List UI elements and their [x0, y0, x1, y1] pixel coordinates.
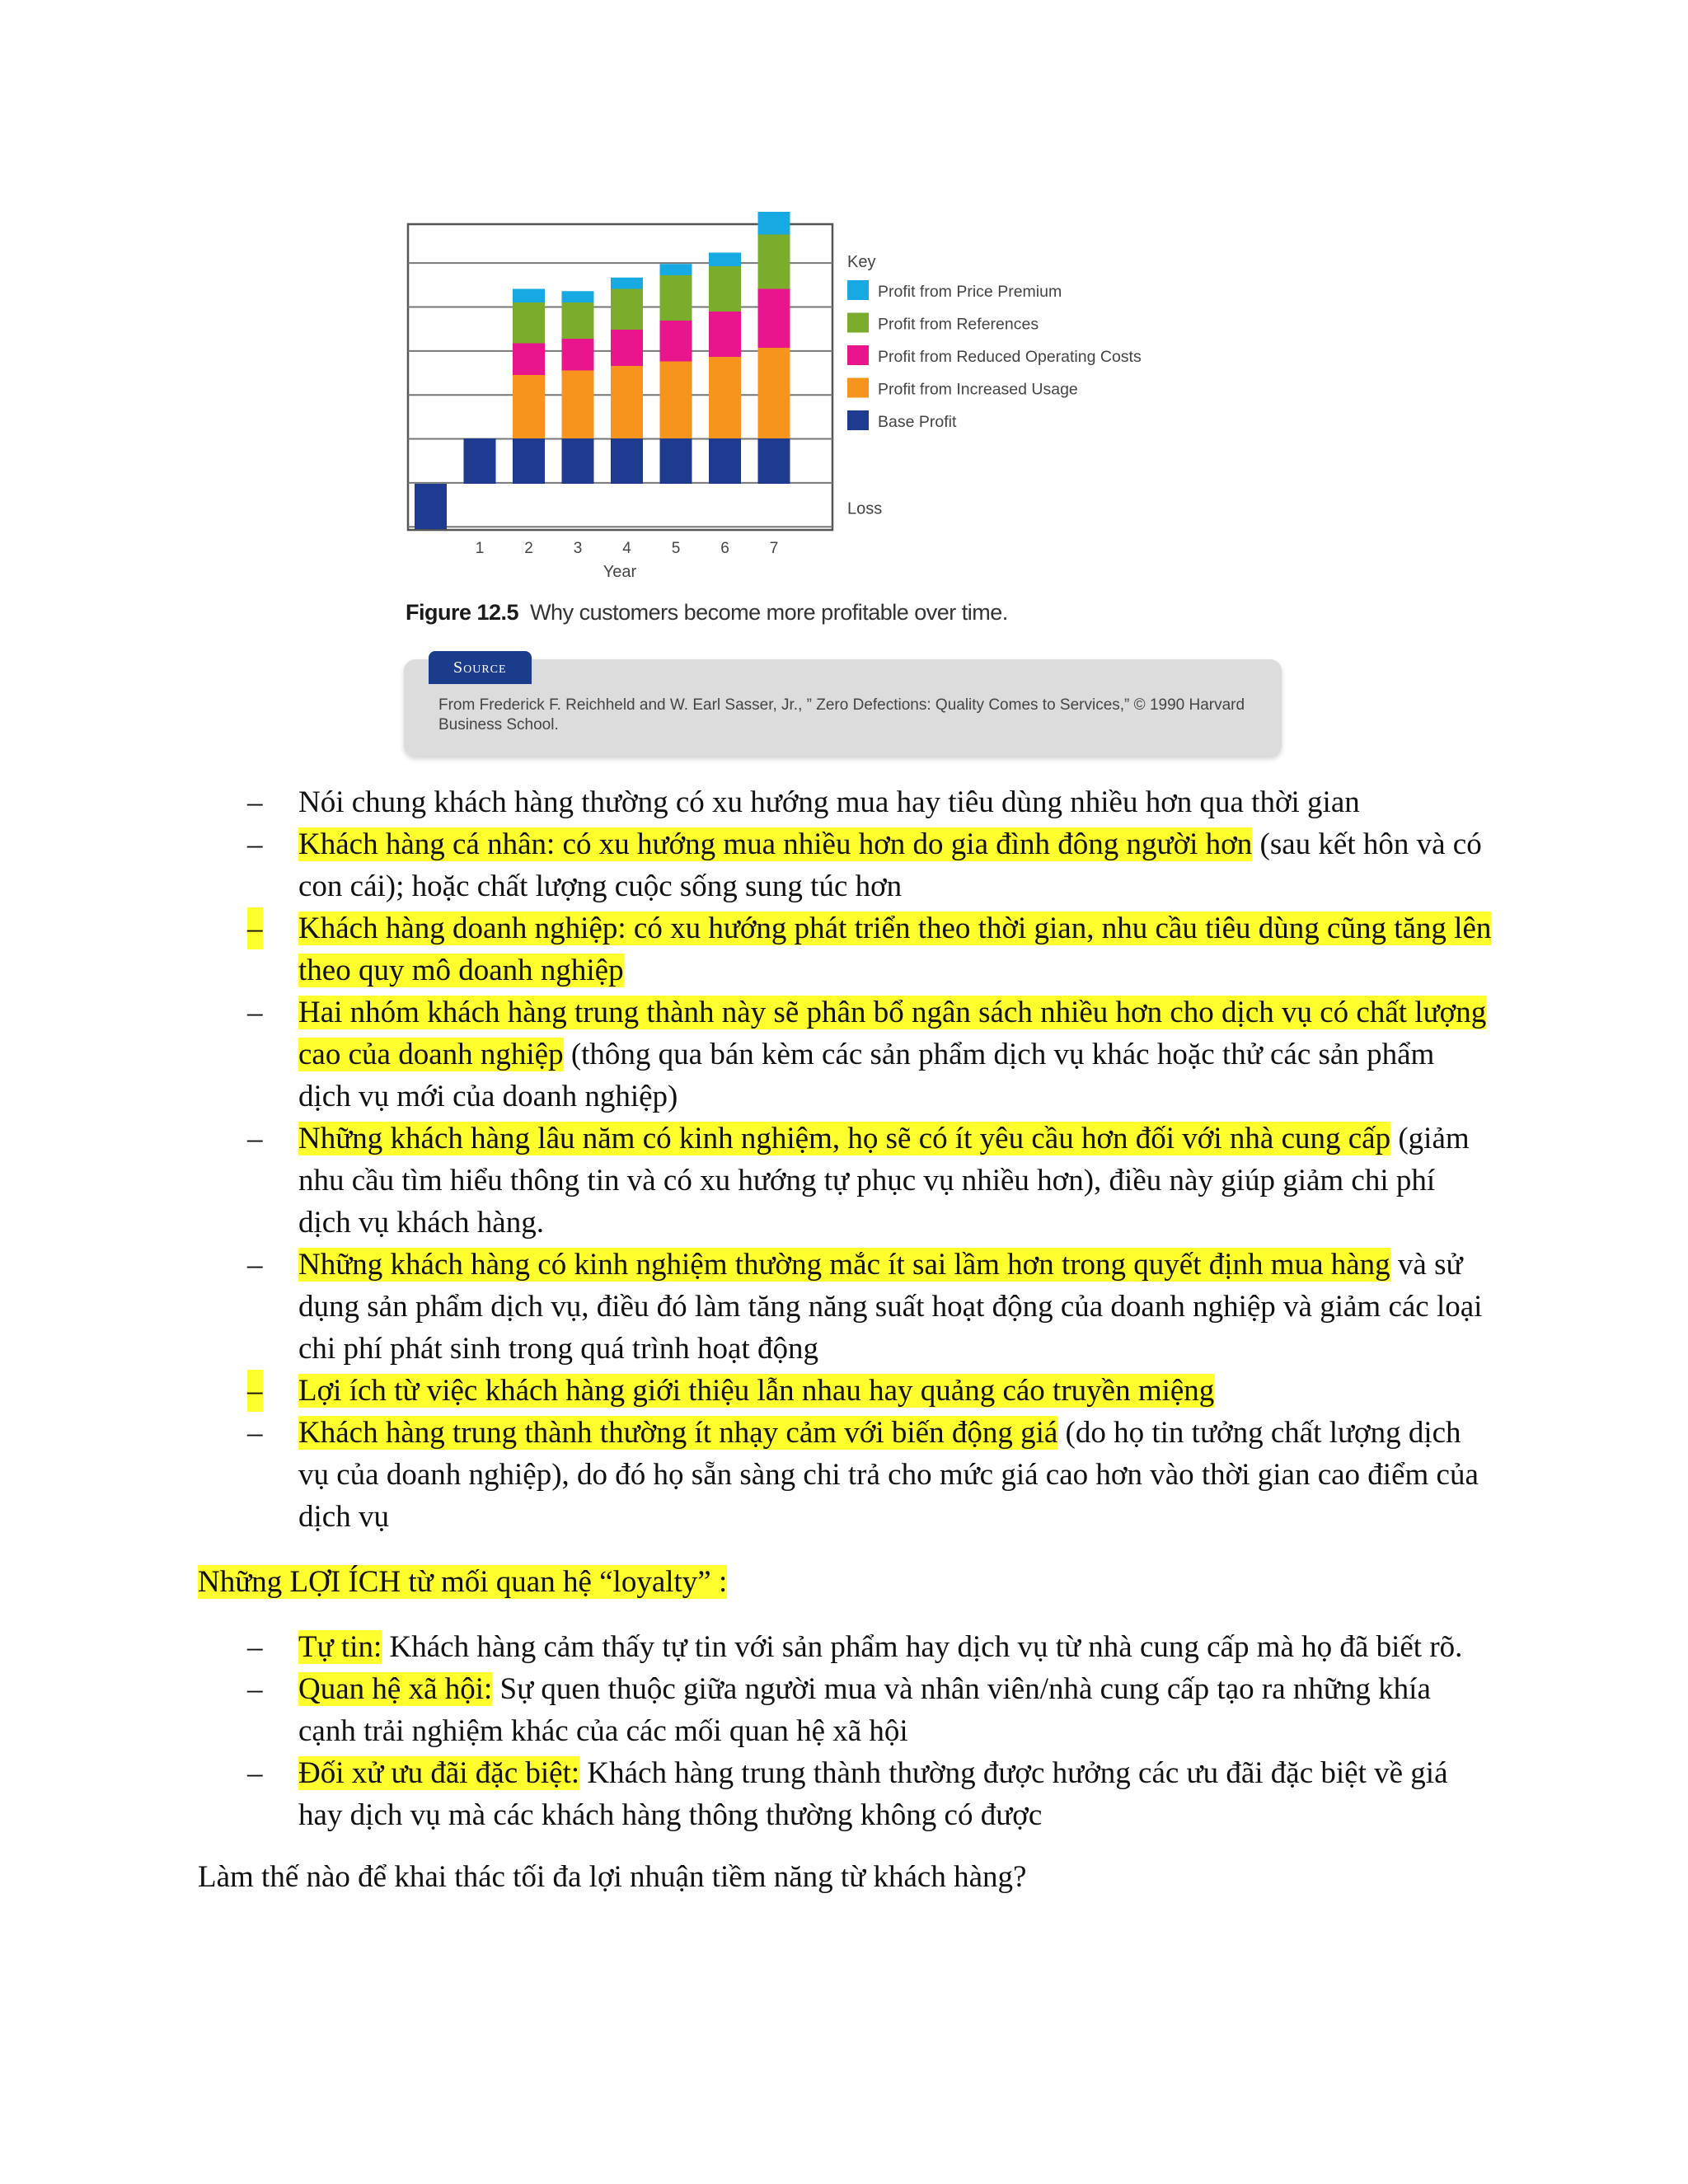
list-item: [198, 1244, 1492, 1370]
legend-entry: Base Profit: [878, 413, 957, 431]
highlighted-text: Những khách hàng lâu năm có kinh nghiệm, họ sẽ có ít yêu cầu hơn đối với nhà cung cấp: [298, 1122, 1391, 1155]
list-item: [198, 1752, 1492, 1836]
legend-swatch: [847, 378, 869, 398]
bar-segment: [709, 312, 741, 357]
dash-bullet: –: [247, 1630, 263, 1664]
item-text: và sử dụng sản phẩm dịch vụ, điều đó làm tăng năng suất hoạt động của doanh nghiệp và giảm các loại chi phí phát sinh trong quá trình hoạt động: [298, 1248, 1483, 1366]
legend-swatch: [847, 345, 869, 365]
bar-segment: [562, 302, 594, 339]
highlighted-text: Khách hàng cá nhân: có xu hướng mua nhiều hơn do gia đình đông người hơn: [298, 827, 1253, 861]
bar-segment: [611, 438, 643, 484]
bar-segment: [611, 330, 643, 366]
list-item: [198, 991, 1492, 1118]
loyalty-benefits-list: [198, 1626, 1492, 1836]
legend-swatch: [847, 410, 869, 430]
bar-segment: [464, 438, 496, 484]
bar-segment: [660, 438, 692, 484]
list-item: [198, 1626, 1492, 1668]
bar-segment: [513, 438, 545, 484]
bar-segment: [660, 321, 692, 362]
list-item: [198, 781, 1492, 823]
bar-segment: [709, 253, 741, 267]
source-tab-label: Source: [453, 658, 507, 677]
list-item: [198, 1412, 1492, 1538]
item-text: Nói chung khách hàng thường có xu hướng mua hay tiêu dùng nhiều hơn qua thời gian: [298, 785, 1360, 819]
highlighted-text: Lợi ích từ việc khách hàng giới thiệu lẫn nhau hay quảng cáo truyền miệng: [298, 1374, 1215, 1408]
bar-segment: [513, 375, 545, 438]
legend-entry: Profit from Increased Usage: [878, 380, 1078, 399]
dash-bullet: –: [247, 785, 263, 819]
customer-growth-list: [198, 781, 1492, 1538]
bar-segment: [611, 366, 643, 438]
highlighted-text: Khách hàng trung thành thường ít nhạy cảm với biến động giá: [298, 1416, 1058, 1450]
bar-segment: [611, 289, 643, 330]
dash-bullet: –: [247, 907, 263, 949]
figure: [396, 206, 1302, 758]
dash-bullet: –: [247, 827, 263, 861]
bar-segment: [758, 235, 790, 289]
figure-label: Figure 12.5: [406, 600, 519, 625]
highlighted-text: Đối xử ưu đãi đặc biệt:: [298, 1756, 580, 1790]
item-text: Khách hàng trung thành thường được hưởng các ưu đãi đặc biệt về giá hay dịch vụ mà các khách hàng thông thường không có được: [298, 1756, 1448, 1832]
legend-swatch: [847, 313, 869, 333]
highlighted-text: Quan hệ xã hội:: [298, 1672, 493, 1706]
list-item: [198, 1118, 1492, 1244]
profit-chart: [396, 206, 1302, 593]
loss-label: Loss: [847, 499, 883, 518]
bar-segment: [758, 348, 790, 438]
legend-entry: Profit from Reduced Operating Costs: [878, 348, 1142, 366]
bar-segment: [513, 302, 545, 344]
x-tick-label: 5: [671, 540, 681, 557]
highlighted-text: Hai nhóm khách hàng trung thành này sẽ phân bổ ngân sách nhiều hơn cho dịch vụ có chất lượng cao của doanh nghiệp: [298, 996, 1487, 1071]
dash-bullet: –: [247, 1248, 263, 1282]
bar-segment: [415, 484, 447, 529]
dash-bullet: –: [247, 1756, 263, 1790]
bar-segment: [513, 344, 545, 376]
closing-question: Làm thế nào để khai thác tối đa lợi nhuận tiềm năng từ khách hàng?: [198, 1860, 1027, 1894]
bar-segment: [758, 212, 790, 235]
bar-segment: [709, 438, 741, 484]
bar-segment: [660, 362, 692, 439]
item-text: (sau kết hôn và có con cái); hoặc chất lượng cuộc sống sung túc hơn: [298, 827, 1482, 903]
item-text: Khách hàng cảm thấy tự tin với sản phẩm hay dịch vụ từ nhà cung cấp mà họ đã biết rõ.: [382, 1630, 1463, 1664]
bar-segment: [758, 289, 790, 349]
item-text: (do họ tin tưởng chất lượng dịch vụ của doanh nghiệp), do đó họ sẵn sàng chi trả cho mức giá cao hơn vào thời gian cao điểm của dịch vụ: [298, 1416, 1479, 1534]
figure-caption-text: Why customers become more profitable over time.: [530, 600, 1008, 625]
bar-segment: [562, 371, 594, 439]
dash-bullet: –: [247, 1370, 263, 1412]
document-body: [198, 781, 1492, 1898]
figure-caption: [406, 600, 1008, 626]
highlighted-text: Khách hàng doanh nghiệp: có xu hướng phát triển theo thời gian, nhu cầu tiêu dùng cũng tăng lên theo quy mô doanh nghiệp: [298, 912, 1492, 987]
bar-segment: [709, 357, 741, 438]
item-text: Sự quen thuộc giữa người mua và nhân viên/nhà cung cấp tạo ra những khía cạnh trải nghiệm khác của các mối quan hệ xã hội: [298, 1672, 1431, 1748]
dash-bullet: –: [247, 1416, 263, 1450]
x-tick-label: 1: [475, 540, 485, 557]
dash-bullet: –: [247, 1122, 263, 1155]
highlighted-text: Tự tin:: [298, 1630, 382, 1664]
highlighted-text: Những khách hàng có kinh nghiệm thường mắc ít sai lầm hơn trong quyết định mua hàng: [298, 1248, 1390, 1282]
bar-segment: [758, 438, 790, 484]
bar-segment: [562, 291, 594, 302]
list-item: [198, 907, 1492, 991]
dash-bullet: –: [247, 1672, 263, 1706]
source-tab: [429, 651, 532, 684]
bar-segment: [562, 438, 594, 484]
legend-title: Key: [847, 253, 876, 271]
loyalty-heading: [198, 1561, 1492, 1603]
source-citation: From Frederick F. Reichheld and W. Earl Sasser, Jr., ” Zero Defections: Quality Comes to Services,” © 1990 Harvard Business School.: [438, 696, 1245, 733]
x-tick-label: 7: [769, 540, 779, 557]
x-tick-label: 3: [573, 540, 583, 557]
dash-bullet: –: [247, 996, 263, 1029]
x-tick-label: 2: [524, 540, 533, 557]
x-tick-label: 6: [720, 540, 729, 557]
bar-segment: [611, 278, 643, 289]
bar-segment: [660, 275, 692, 321]
bar-segment: [660, 264, 692, 275]
list-item: [198, 1370, 1492, 1412]
source-box: [404, 659, 1282, 757]
loyalty-heading-text: Những LỢI ÍCH từ mối quan hệ “loyalty” :: [198, 1565, 728, 1599]
x-tick-label: 4: [622, 540, 631, 557]
x-axis-label: Year: [603, 563, 637, 581]
legend-swatch: [847, 280, 869, 300]
bar-segment: [709, 266, 741, 312]
list-item: [198, 823, 1492, 907]
list-item: [198, 1668, 1492, 1752]
bar-segment: [513, 289, 545, 303]
item-text: (giảm nhu cầu tìm hiểu thông tin và có xu hướng tự phục vụ nhiều hơn), điều này giúp giảm chi phí dịch vụ khách hàng.: [298, 1122, 1470, 1240]
legend-entry: Profit from References: [878, 315, 1039, 334]
bar-segment: [562, 339, 594, 371]
legend-entry: Profit from Price Premium: [878, 283, 1062, 301]
item-text: (thông qua bán kèm các sản phẩm dịch vụ khác hoặc thử các sản phẩm dịch vụ mới của doanh nghiệp): [298, 1038, 1435, 1113]
